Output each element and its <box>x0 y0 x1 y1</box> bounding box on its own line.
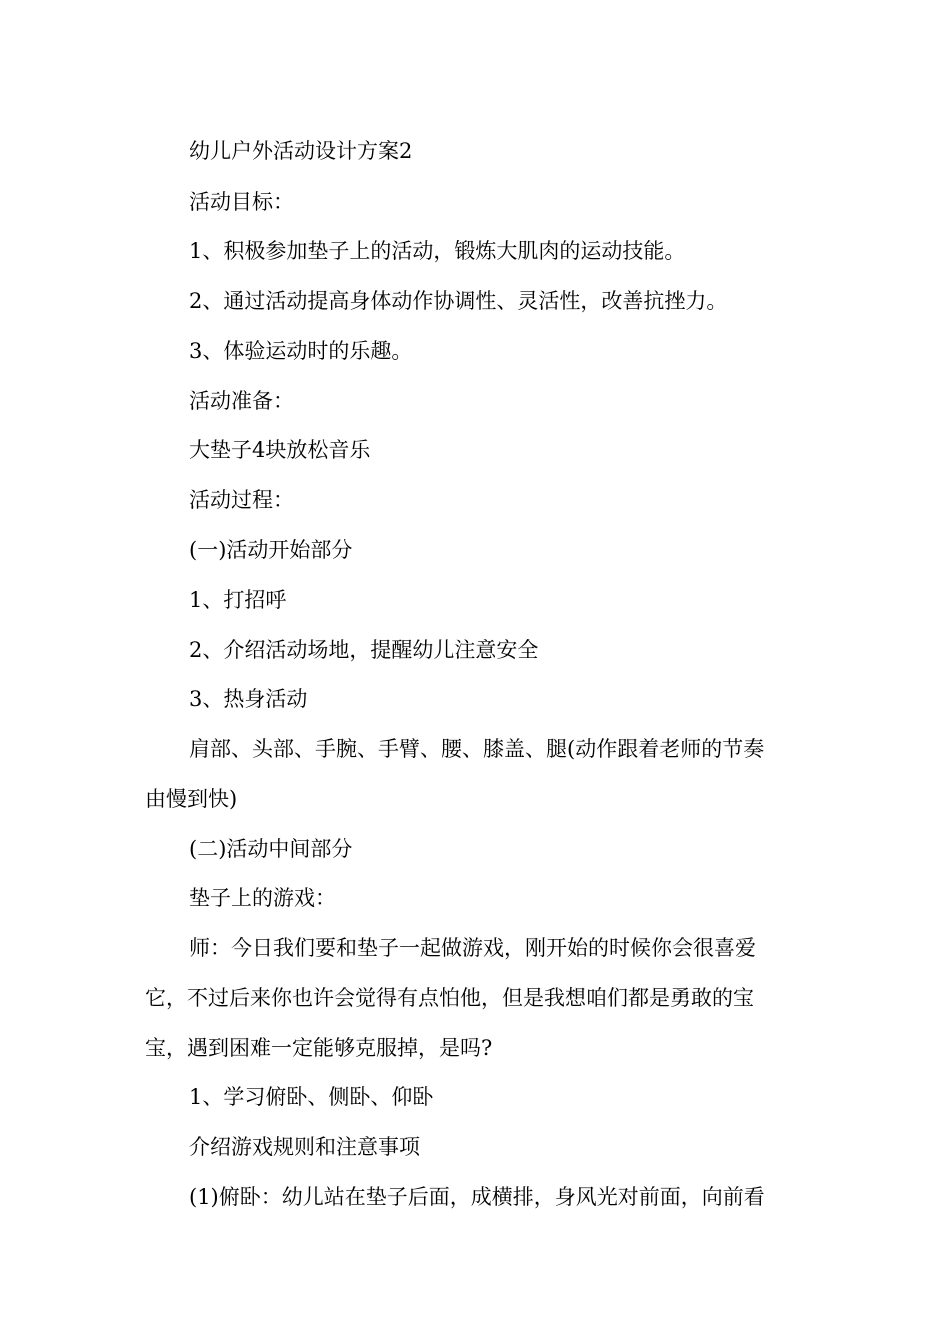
process-item-1: 1、打招呼 <box>189 588 287 612</box>
goal-item-1: 1、积极参加垫子上的活动，锻炼大肌肉的运动技能。 <box>189 239 686 263</box>
rules-heading: 介绍游戏规则和注意事项 <box>189 1135 420 1159</box>
rule-item-1: (1)俯卧：幼儿站在垫子后面，成横排，身风光对前面，向前看 <box>189 1185 765 1209</box>
game-item-1: 1、学习俯卧、侧卧、仰卧 <box>189 1085 434 1109</box>
document-title: 幼儿户外活动设计方案2 <box>189 139 413 163</box>
section-heading-goals: 活动目标： <box>189 190 294 214</box>
preparation-text: 大垫子4块放松音乐 <box>189 438 371 462</box>
teacher-speech-line-2: 它，不过后来你也许会觉得有点怕他，但是我想咱们都是勇敢的宝 <box>145 986 754 1010</box>
goal-item-2: 2、通过活动提高身体动作协调性、灵活性，改善抗挫力。 <box>189 289 728 313</box>
teacher-speech-line-1: 师：今日我们要和垫子一起做游戏，刚开始的时候你会很喜爱 <box>189 936 756 960</box>
warmup-text-line-2: 由慢到快) <box>145 787 238 811</box>
section-heading-preparation: 活动准备： <box>189 389 294 413</box>
subsection-heading-start: (一)活动开始部分 <box>189 538 353 562</box>
process-item-2: 2、介绍活动场地，提醒幼儿注意安全 <box>189 638 539 662</box>
section-heading-process: 活动过程： <box>189 488 294 512</box>
teacher-speech-line-3: 宝，遇到困难一定能够克服掉，是吗? <box>145 1036 493 1060</box>
goal-item-3: 3、体验运动时的乐趣。 <box>189 339 413 363</box>
game-heading: 垫子上的游戏： <box>189 886 336 910</box>
process-item-3: 3、热身活动 <box>189 687 308 711</box>
subsection-heading-middle: (二)活动中间部分 <box>189 837 353 861</box>
warmup-text-line-1: 肩部、头部、手腕、手臂、腰、膝盖、腿(动作跟着老师的节奏 <box>189 737 765 761</box>
